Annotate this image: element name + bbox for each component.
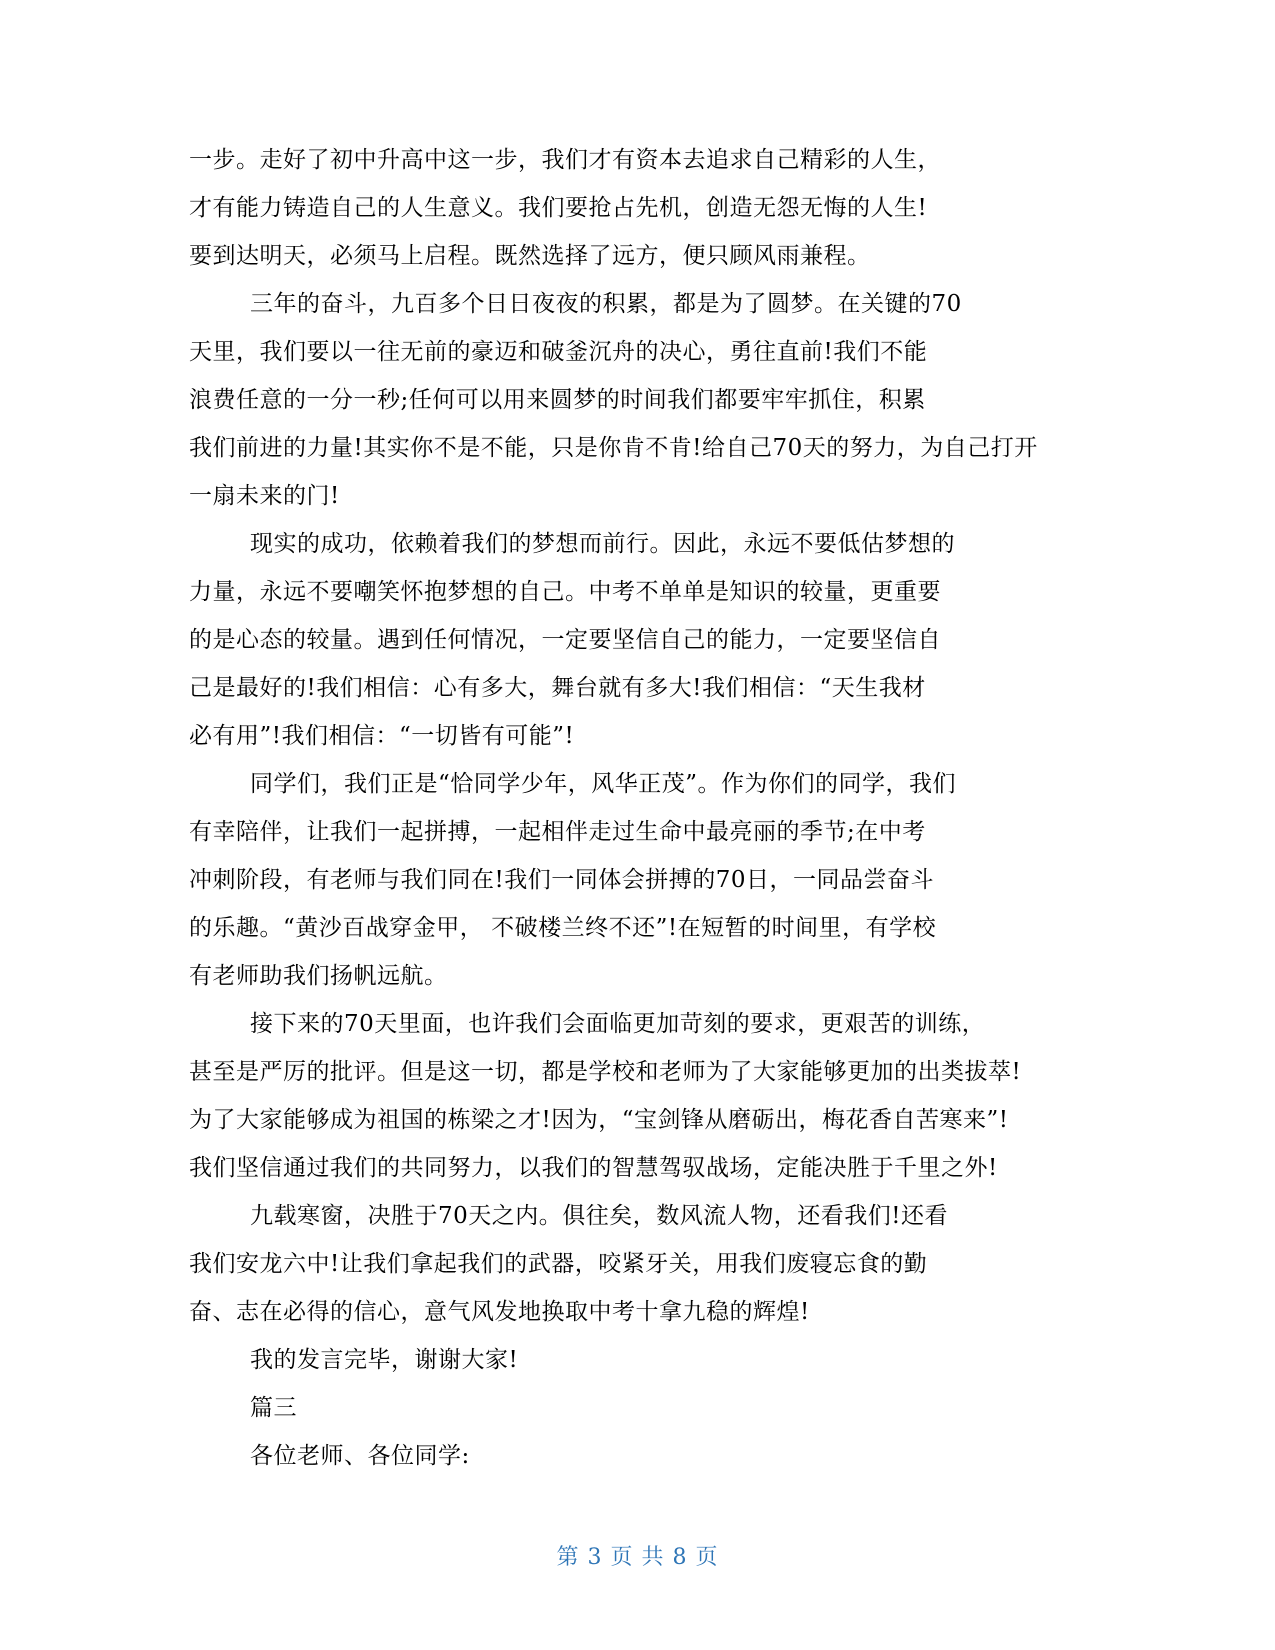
text-line: 必有用”!我们相信：“一切皆有可能”! [189,723,575,749]
text-line: 的乐趣。“黄沙百战穿金甲， 不破楼兰终不还”!在短暂的时间里，有学校 [189,915,937,941]
text-line: 为了大家能够成为祖国的栋梁之才!因为，“宝剑锋从磨砺出，梅花香自苦寒来”! [189,1107,1009,1133]
salutation-line: 各位老师、各位同学: [250,1443,470,1469]
paragraph-start-line: 三年的奋斗，九百多个日日夜夜的积累，都是为了圆梦。在关键的70 [250,291,962,317]
section-heading: 篇三 [250,1395,297,1421]
text-line: 要到达明天，必须马上启程。既然选择了远方，便只顾风雨兼程。 [189,243,871,269]
text-line: 我们安龙六中!让我们拿起我们的武器，咬紧牙关，用我们废寝忘食的勤 [189,1251,928,1277]
text-line: 我们坚信通过我们的共同努力，以我们的智慧驾驭战场，定能决胜于千里之外! [189,1155,998,1181]
text-line: 的是心态的较量。遇到任何情况，一定要坚信自己的能力，一定要坚信自 [189,627,941,653]
text-line: 有幸陪伴，让我们一起拼搏，一起相伴走过生命中最亮丽的季节;在中考 [189,819,926,845]
paragraph-start-line: 同学们，我们正是“恰同学少年，风华正茂”。作为你们的同学，我们 [250,771,957,797]
text-line: 有老师助我们扬帆远航。 [189,963,448,989]
text-line: 奋、志在必得的信心，意气风发地换取中考十拿九稳的辉煌! [189,1299,810,1325]
text-line: 才有能力铸造自己的人生意义。我们要抢占先机，创造无怨无悔的人生! [189,195,928,221]
text-line: 己是最好的!我们相信：心有多大，舞台就有多大!我们相信：“天生我材 [189,675,926,701]
document-body [0,136,1275,1480]
closing-line: 我的发言完毕，谢谢大家! [250,1347,519,1373]
text-line: 甚至是严厉的批评。但是这一切，都是学校和老师为了大家能够更加的出类拔萃! [189,1059,1022,1085]
text-line: 天里，我们要以一往无前的豪迈和破釜沉舟的决心，勇往直前!我们不能 [189,339,928,365]
page-number-footer: 第 3 页 共 8 页 [556,1545,719,1570]
text-line: 一扇未来的门! [189,483,340,509]
text-line: 我们前进的力量!其实你不是不能，只是你肯不肯!给自己70天的努力，为自己打开 [189,435,1038,461]
text-line: 一步。走好了初中升高中这一步，我们才有资本去追求自己精彩的人生， [189,147,941,173]
text-line: 冲刺阶段，有老师与我们同在!我们一同体会拼搏的70日，一同品尝奋斗 [189,867,935,893]
paragraph-start-line: 九载寒窗，决胜于70天之内。俱往矣，数风流人物，还看我们!还看 [250,1203,949,1229]
text-line: 浪费任意的一分一秒;任何可以用来圆梦的时间我们都要牢牢抓住，积累 [189,387,926,413]
paragraph-start-line: 现实的成功，依赖着我们的梦想而前行。因此，永远不要低估梦想的 [250,531,955,557]
text-line: 力量，永远不要嘲笑怀抱梦想的自己。中考不单单是知识的较量，更重要 [189,579,941,605]
paragraph-start-line: 接下来的70天里面，也许我们会面临更加苛刻的要求，更艰苦的训练， [250,1011,986,1037]
